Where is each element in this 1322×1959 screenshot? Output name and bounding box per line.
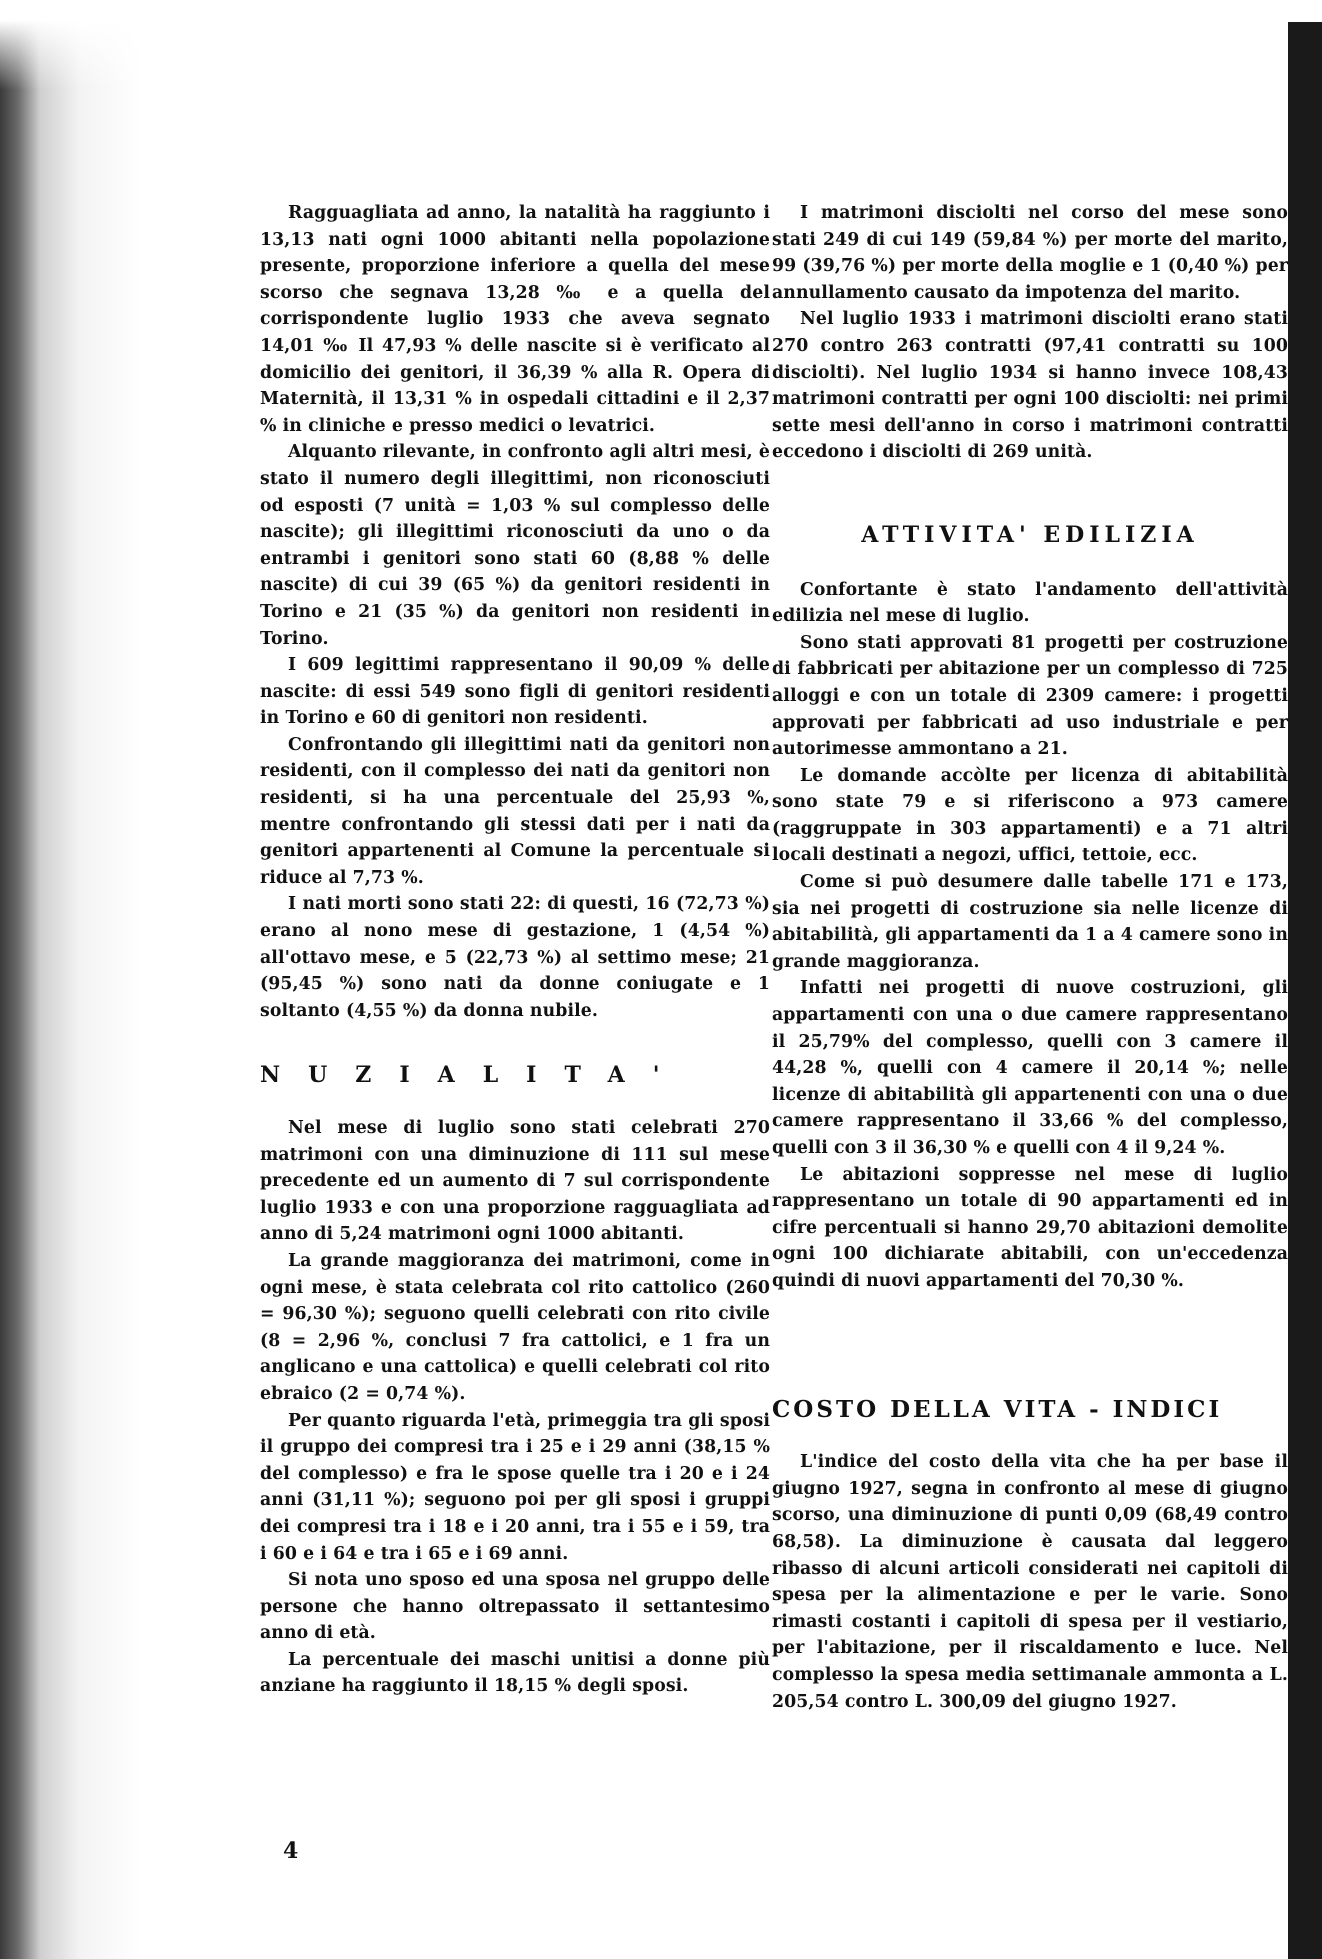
paragraph-abitazioni-soppresse: Le abitazioni soppresse nel mese di luglio rappresentano un totale di 90 appartamenti ed in cifre percentuali si hanno 29,70 abitazioni demolite ogni 100 dichiarate abitabili, con un'eccedenza quindi di nuovi appartamenti del 70,30 %. <box>772 1164 1288 1291</box>
paragraph-licenze: Le domande accòlte per licenza di abitabilità sono state 79 e si riferiscono a 973 camere (raggruppate in 303 appartamenti) e a 71 altri locali destinati a negozi, uffici, tettoie, ecc. <box>772 765 1288 866</box>
paragraph-nati-morti: I nati morti sono stati 22: di questi, 16 (72,73 %) erano al nono mese di gestazione, 1 (4,54 %) all'ottavo mese, e 5 (22,73 %) al settimo mese; 21 (95,45 %) sono nati da donne coniugate e 1 soltanto (4,55 %) da donna nubile. <box>260 894 770 1021</box>
heading-attivita-edilizia: ATTIVITA' EDILIZIA <box>861 521 1199 548</box>
heading-costo-vita: COSTO DELLA VITA - INDICI <box>772 1395 1223 1423</box>
paragraph-andamento: Confortante è stato l'andamento dell'attività edilizia nel mese di luglio. <box>772 579 1288 627</box>
paragraph-disciolti: I matrimoni disciolti nel corso del mese sono stati 249 di cui 149 (59,84 %) per morte del marito, 99 (39,76 %) per morte della moglie e 1 (0,40 %) per annullamento causato da impotenza del marito. <box>772 203 1288 303</box>
paragraph-indice-costo: L'indice del costo della vita che ha per base il giugno 1927, segna in confronto al mese di giugno scorso, una diminuzione di punti 0,09 (68,49 contro 68,58). La diminuzione è causata dal leggero ribasso di alcuni articoli considerati nei capitoli di spesa per la alimentazione e per le varie. Sono rimasti costanti i capitoli di spesa per il vestiario, per l'abitazione, per il riscaldamento e luce. Nel complesso la spesa media settimanale ammonta a L. 205,54 contro L. 300,09 del giugno 1927. <box>772 1452 1288 1712</box>
paragraph-luglio-1933: Nel luglio 1933 i matrimoni disciolti erano stati 270 contro 263 contratti (97,41 contratti su 100 disciolti). Nel luglio 1934 si hanno invece 108,43 matrimoni contratti per ogni 100 disciolti: nei primi sette mesi dell'anno in corso i matrimoni contratti eccedono i disciolti di 269 unità. <box>772 309 1288 463</box>
paragraph-confronto: Confrontando gli illegittimi nati da genitori non residenti, con il complesso dei nati da genitori non residenti, si ha una percentuale del 25,93 %, mentre confrontando gli stessi dati per i nati da genitori appartenenti al Comune la percentuale si riduce al 7,73 %. <box>260 734 770 888</box>
paragraph-matrimoni: Nel mese di luglio sono stati celebrati 270 matrimoni con una diminuzione di 111 sul mese precedente ed un aumento di 7 sul corrispondente luglio 1933 e con una proporzione ragguagliata ad anno di 5,24 matrimoni ogni 1000 abitanti. <box>260 1118 770 1245</box>
paragraph-rito: La grande maggioranza dei matrimoni, come in ogni mese, è stata celebrata col rito cattolico (260 = 96,30 %); seguono quelli celebrati con rito civile (8 = 2,96 %, conclusi 7 fra cattolici, e 1 fra un anglicano e una cattolica) e quelli celebrati col rito ebraico (2 = 0,74 %). <box>260 1250 770 1404</box>
paragraph-percentuale-maschi: La percentuale dei maschi unitisi a donne più anziane ha raggiunto il 18,15 % degli sposi. <box>260 1649 770 1697</box>
right-column <box>772 200 1288 1715</box>
scan-right-margin-top <box>1288 0 1322 22</box>
page-marker: 4 <box>283 1838 299 1864</box>
paragraph-progetti: Sono stati approvati 81 progetti per costruzione di fabbricati per abitazione per un complesso di 725 alloggi e con un totale di 2309 camere: i progetti approvati per fabbricati ad uso industriale e per autorimesse ammontano a 21. <box>772 632 1288 760</box>
paragraph-legittimi: I 609 legittimi rappresentano il 90,09 % delle nascite: di essi 549 sono figli di genitori residenti in Torino e 60 di genitori non residenti. <box>260 655 770 729</box>
scan-top-margin <box>0 0 1322 90</box>
heading-nuzialita: NUZIALITA' <box>260 1062 688 1089</box>
paragraph-illegittimi: Alquanto rilevante, in confronto agli altri mesi, è stato il numero degli illegittimi, non riconosciuti od esposti (7 unità = 1,03 % sul complesso delle nascite); gli illegittimi riconosciuti da uno o da entrambi i genitori sono stati 60 (8,88 % delle nascite) di cui 39 (65 %) da genitori residenti in Torino e 21 (35 %) da genitori non residenti in Torino. <box>260 442 770 649</box>
paragraph-settantesimo: Si nota uno sposo ed una sposa nel gruppo delle persone che hanno oltrepassato il settantesimo anno di età. <box>260 1570 770 1644</box>
paragraph-eta: Per quanto riguarda l'età, primeggia tra gli sposi il gruppo dei compresi tra i 25 e i 29 anni (38,15 % del complesso) e fra le spose quelle tra i 20 e i 24 anni (31,11 %); seguono poi per gli sposi i gruppi dei compresi tra i 18 e i 20 anni, tra i 55 e i 59, tra i 60 e i 64 e tra i 65 e i 69 anni. <box>260 1410 770 1564</box>
scan-right-edge <box>1288 22 1322 1959</box>
paragraph-appartamenti: Infatti nei progetti di nuove costruzioni, gli appartamenti con una o due camere rappresentano il 25,79% del complesso, quelli con 3 camere il 44,28 %, quelli con 4 camere il 20,14 %; nelle licenze di abitabilità gli appartenenti con una o due camere rappresentano il 33,66 % del complesso, quelli con 3 il 36,30 % e quelli con 4 il 9,24 %. <box>772 978 1288 1158</box>
left-column <box>260 200 770 1700</box>
paragraph-tabelle: Come si può desumere dalle tabelle 171 e 173, sia nei progetti di costruzione sia nelle licenze di abitabilità, gli appartamenti da 1 a 4 camere sono in grande maggioranza. <box>772 872 1288 972</box>
paragraph-natalita: Ragguagliata ad anno, la natalità ha raggiunto i 13,13 nati ogni 1000 abitanti nella popolazione presente, proporzione inferiore a quella del mese scorso che segnava 13,28 ‰ e a quella del corrispondente luglio 1933 che aveva segnato 14,01 ‰ Il 47,93 % delle nascite si è verificato al domicilio dei genitori, il 36,39 % alla R. Opera di Maternità, il 13,31 % in ospedali cittadini e il 2,37 % in cliniche e presso medici o levatrici. <box>260 203 770 436</box>
